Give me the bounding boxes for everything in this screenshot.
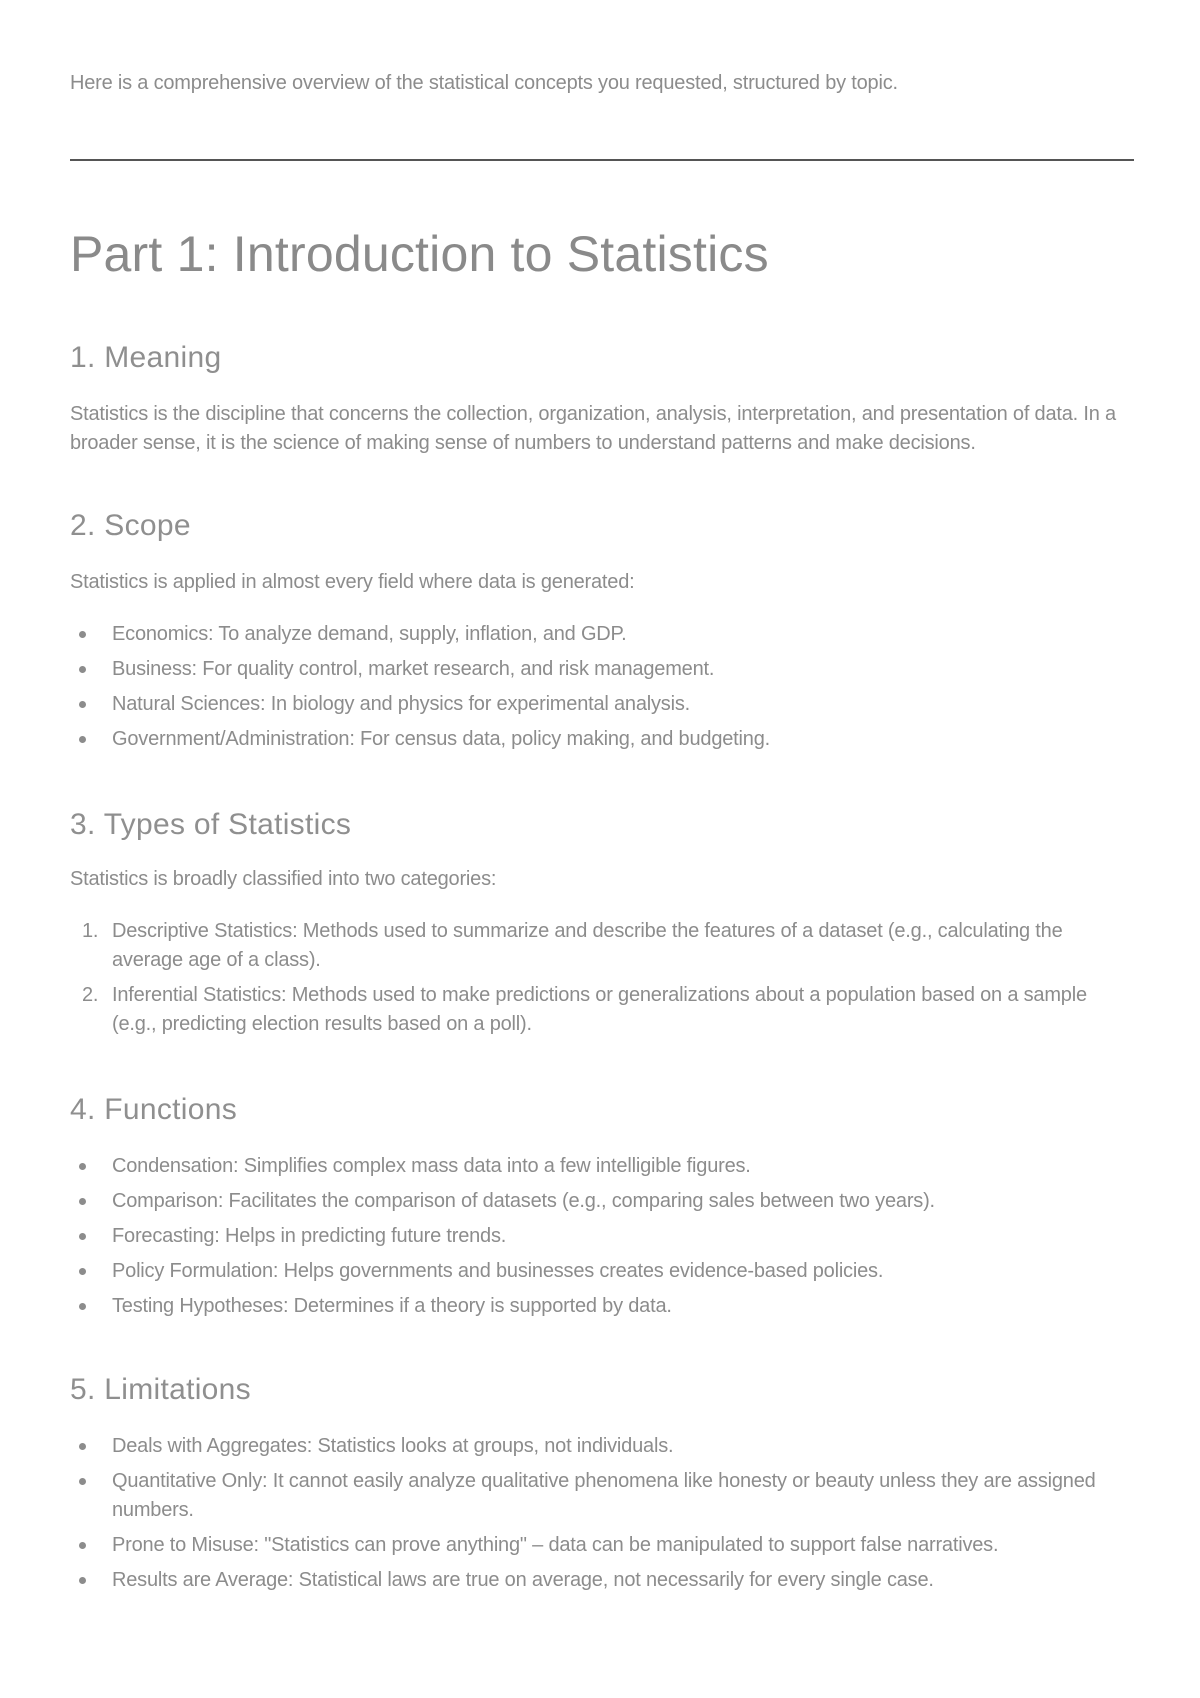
- section-limitations: [70, 1371, 1134, 1595]
- section-heading: 2. Scope: [70, 509, 191, 542]
- list-item: Government/Administration: For census data, policy making, and budgeting.: [70, 725, 1134, 754]
- list-item: [70, 917, 1134, 975]
- section-heading: 5. Limitations: [70, 1373, 251, 1406]
- types-list: [70, 917, 1134, 1039]
- list-item: Economics: To analyze demand, supply, inflation, and GDP.: [70, 620, 1134, 649]
- list-text: Inferential Statistics: Methods used to make predictions or generalizations about a population based on a sample (e.g., predicting election results based on a poll).: [112, 984, 1087, 1035]
- list-item: Deals with Aggregates: Statistics looks at groups, not individuals.: [70, 1432, 1134, 1461]
- list-item: Results are Average: Statistical laws are true on average, not necessarily for every single case.: [70, 1566, 1134, 1595]
- section-meaning: [70, 339, 1134, 458]
- section-lead: Statistics is applied in almost every field where data is generated:: [70, 571, 635, 593]
- list-item: Prone to Misuse: "Statistics can prove anything" – data can be manipulated to support false narratives.: [70, 1531, 1134, 1560]
- list-item: Testing Hypotheses: Determines if a theory is supported by data.: [70, 1292, 1134, 1321]
- section-functions: [70, 1091, 1134, 1321]
- horizontal-divider: [70, 159, 1134, 161]
- list-item: Forecasting: Helps in predicting future trends.: [70, 1222, 1134, 1251]
- section-heading: 3. Types of Statistics: [70, 808, 352, 841]
- section-heading: 4. Functions: [70, 1093, 238, 1126]
- list-item: Policy Formulation: Helps governments and businesses creates evidence-based policies.: [70, 1257, 1134, 1286]
- section-scope: [70, 507, 1134, 754]
- functions-list: [70, 1152, 1134, 1321]
- section-heading: 1. Meaning: [70, 341, 222, 374]
- part-title: Part 1: Introduction to Statistics: [70, 226, 769, 282]
- section-lead: Statistics is broadly classified into two categories:: [70, 868, 497, 890]
- section-types: [70, 806, 1134, 1039]
- section-body: Statistics is the discipline that concerns the collection, organization, analysis, interpretation, and presentation of data. In a broader sense, it is the science of making sense of numbers to understand patterns and make decisions.: [70, 403, 1116, 454]
- list-item: [70, 981, 1134, 1039]
- list-text: Descriptive Statistics: Methods used to summarize and describe the features of a dataset (e.g., calculating the average age of a class).: [112, 920, 1063, 971]
- intro-text: Here is a comprehensive overview of the statistical concepts you requested, structured by topic.: [70, 72, 898, 94]
- scope-list: [70, 620, 1134, 754]
- list-item: Business: For quality control, market research, and risk management.: [70, 655, 1134, 684]
- list-item: Quantitative Only: It cannot easily analyze qualitative phenomena like honesty or beauty unless they are assigned numbers.: [70, 1467, 1134, 1525]
- list-item: Condensation: Simplifies complex mass data into a few intelligible figures.: [70, 1152, 1134, 1181]
- list-item: Natural Sciences: In biology and physics for experimental analysis.: [70, 690, 1134, 719]
- list-number: 2.: [82, 984, 99, 1006]
- list-item: Comparison: Facilitates the comparison of datasets (e.g., comparing sales between two years).: [70, 1187, 1134, 1216]
- limitations-list: [70, 1432, 1134, 1595]
- list-number: 1.: [82, 920, 99, 942]
